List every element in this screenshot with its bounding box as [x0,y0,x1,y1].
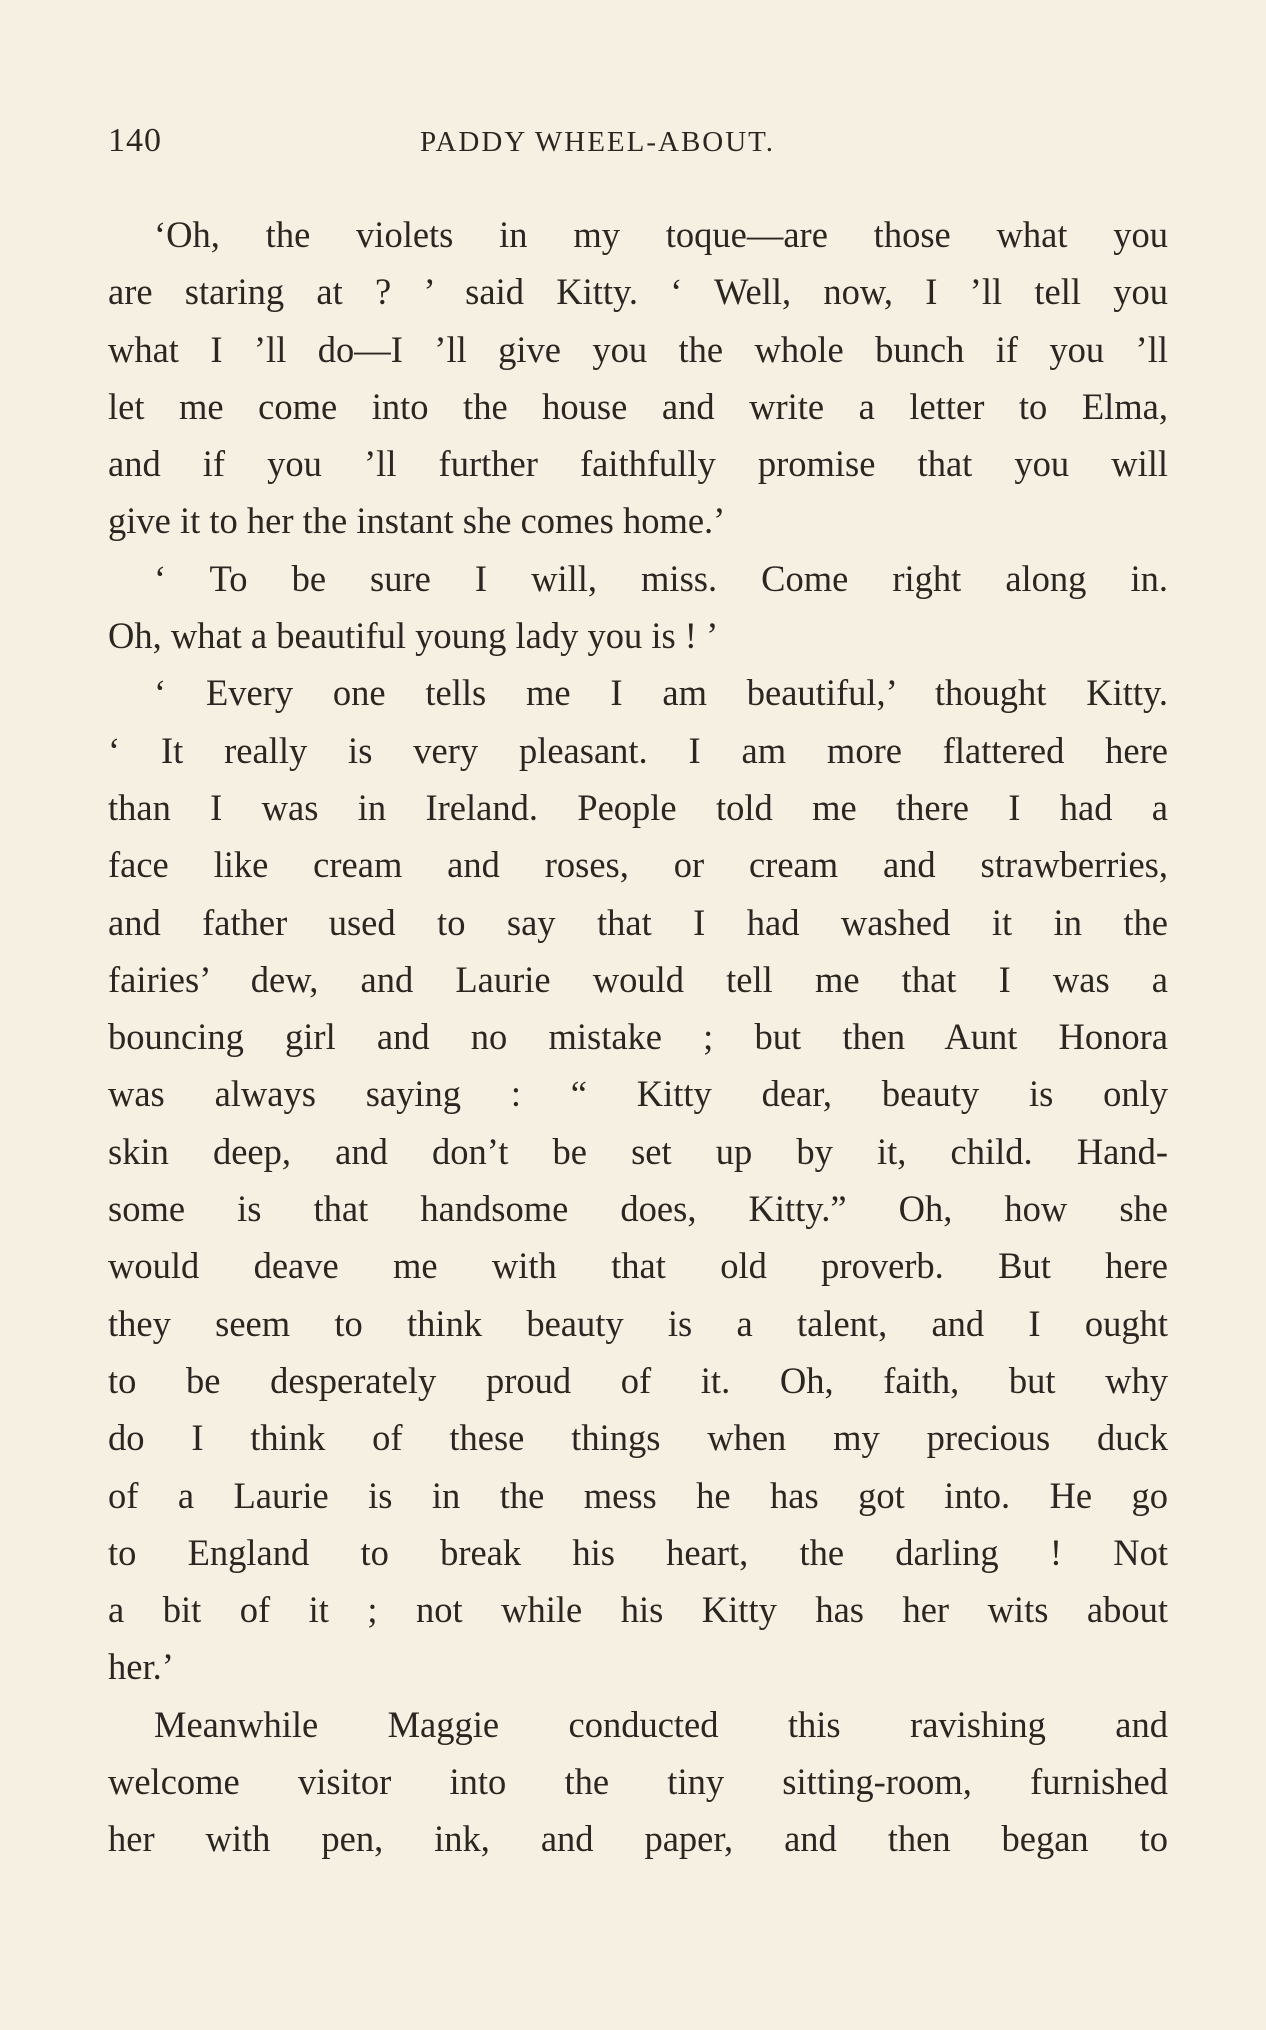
text-line: Oh, what a beautiful young lady you is ! ’ [108,615,719,657]
text-line: bouncing girl and no mistake ; but then Aunt Honora [108,1016,1168,1058]
running-head: PADDY WHEEL-ABOUT. [420,126,775,158]
text-line: do I think of these things when my precious duck [108,1417,1168,1459]
text-line: give it to her the instant she comes home.’ [108,500,726,542]
text-line: ‘Oh, the violets in my toque—are those what you [154,214,1168,255]
text-line: would deave me with that old proverb. But here [108,1245,1168,1287]
text-line: and if you ’ll further faithfully promise that you will [108,443,1168,485]
text-line: let me come into the house and write a letter to Elma, [108,385,1168,427]
page-header [108,122,1168,172]
text-line: ‘ Every one tells me I am beautiful,’ thought Kitty. [154,672,1168,714]
text-line: than I was in Ireland. People told me there I had a [108,786,1168,828]
text-line: ‘ It really is very pleasant. I am more flattered here [108,729,1168,771]
text-line: are staring at ? ’ said Kitty. ‘ Well, now, I ’ll tell you [108,271,1168,313]
text-line: a bit of it ; not while his Kitty has her wits about [108,1589,1168,1631]
text-line: they seem to think beauty is a talent, and I ought [108,1302,1168,1344]
text-line: ‘ To be sure I will, miss. Come right along in. [154,557,1168,599]
text-line: fairies’ dew, and Laurie would tell me that I was a [108,958,1168,1000]
text-line: to be desperately proud of it. Oh, faith, but why [108,1359,1168,1401]
text-line: welcome visitor into the tiny sitting-room, furnished [108,1761,1168,1803]
text-line: what I ’ll do—I ’ll give you the whole bunch if you ’ll [108,328,1168,370]
text-line: skin deep, and don’t be set up by it, child. Hand- [108,1130,1168,1172]
body-text [108,206,1168,1868]
text-line: and father used to say that I had washed it in the [108,901,1168,943]
text-line: to England to break his heart, the darling ! Not [108,1531,1168,1573]
text-line: of a Laurie is in the mess he has got into. He go [108,1474,1168,1516]
text-line: Meanwhile Maggie conducted this ravishing and [154,1703,1168,1745]
text-line: face like cream and roses, or cream and strawberries, [108,844,1168,886]
page-number: 140 [108,122,162,159]
text-line: her with pen, ink, and paper, and then began to [108,1818,1168,1860]
text-line: her.’ [108,1646,174,1688]
text-line: was always saying : “ Kitty dear, beauty is only [108,1073,1168,1115]
text-line: some is that handsome does, Kitty.” Oh, how she [108,1188,1168,1230]
